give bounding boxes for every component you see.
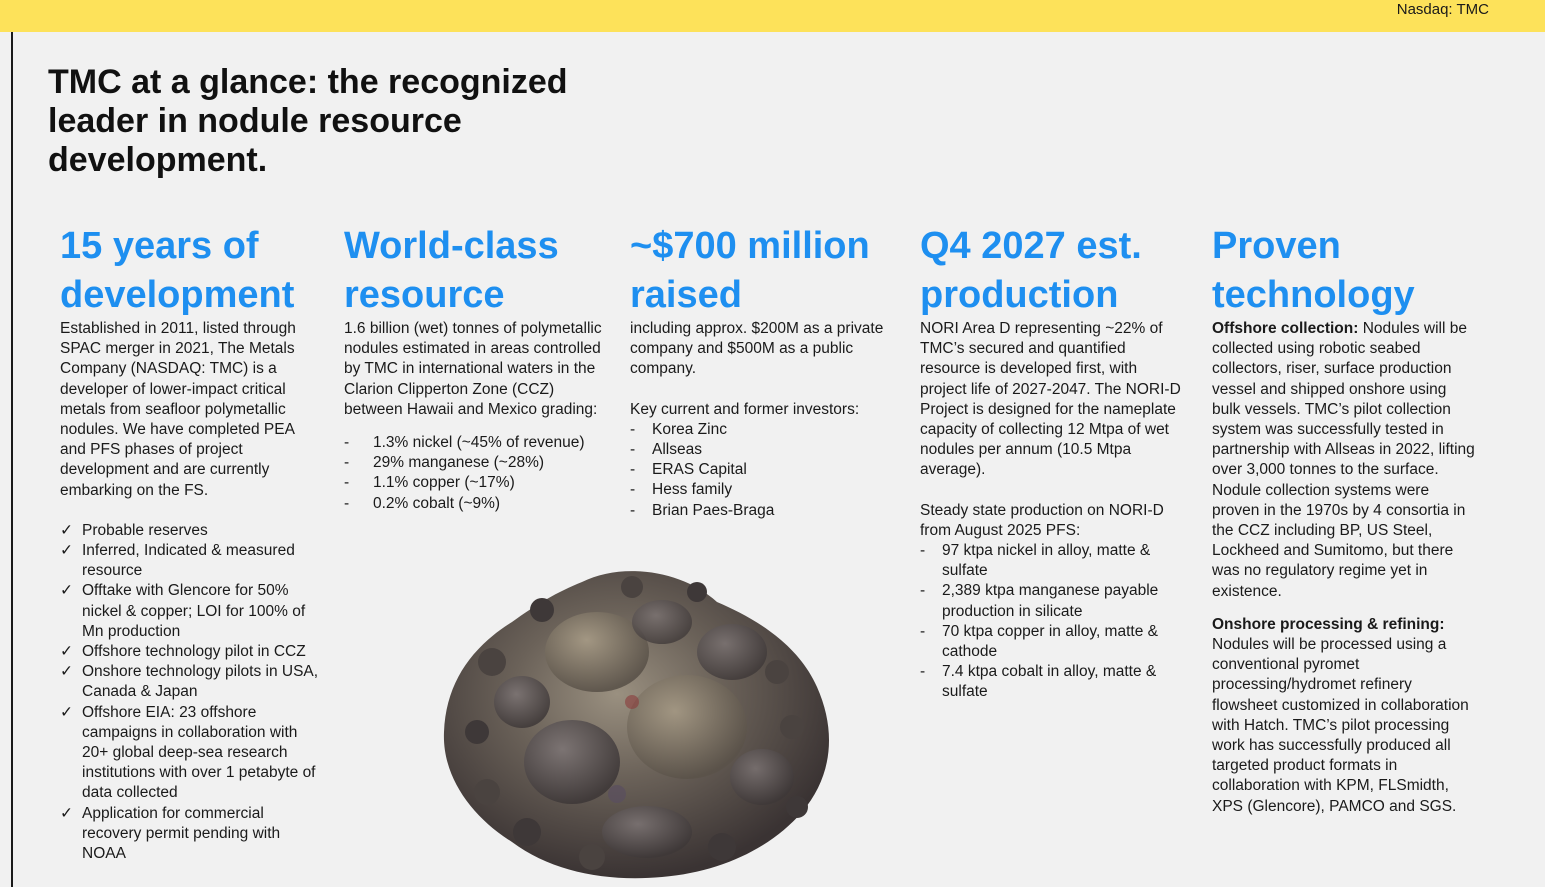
list-item: ✓ Offshore technology pilot in CCZ (60, 642, 322, 662)
list-item: - Korea Zinc (630, 420, 727, 438)
list-item: - Allseas (630, 441, 702, 459)
ticker-label: Nasdaq: TMC (1396, 1, 1489, 18)
check-icon: ✓ (60, 804, 73, 822)
offshore-label: Offshore collection: (1212, 320, 1359, 337)
check-icon: ✓ (60, 663, 73, 681)
list-item: - Hess family (630, 481, 733, 499)
heading-production: Q4 2027 est. production (920, 225, 1142, 316)
page-title: TMC at a glance: the recognized leader in nodule resource development. (48, 63, 568, 179)
output-list (920, 541, 1184, 703)
list-item: - 1.1% copper (~17%) (344, 474, 515, 492)
investor-list (630, 420, 892, 521)
list-item: ✓ Probable reserves (60, 521, 322, 541)
list-item: - 2,389 ktpa manganese payable production in silicate (920, 582, 1159, 620)
list-item: - ERAS Capital (630, 461, 747, 479)
check-icon: ✓ (60, 542, 73, 560)
list-item: ✓ Application for commercial recovery permit pending with NOAA (60, 804, 281, 863)
list-item: - 0.2% cobalt (~9%) (344, 494, 501, 512)
list-item: ✓ Offtake with Glencore for 50% nickel & copper; LOI for 100% of Mn production (60, 582, 306, 640)
offshore-paragraph (1212, 319, 1476, 602)
onshore-label: Onshore processing & refining: (1212, 615, 1445, 633)
development-text: Established in 2011, listed through SPAC merger in 2021, The Metals Company (NASDAQ: TMC) is a developer of lower-impact critical metals from seafloor polymetallic nodules. We have completed PEA and PFS phases of project development and are currently embarking on the FS. (60, 320, 296, 499)
list-item: - 70 ktpa copper in alloy, matte & cathode (920, 622, 1158, 661)
heading-technology: Proven technology (1212, 225, 1415, 316)
resource-text: 1.6 billion (wet) tonnes of polymetallic nodules estimated in areas controlled by TMC in international waters in the Clarion Clipperton Zone (CCZ) between Hawaii and Mexico grading: (344, 320, 602, 418)
list-item: - 97 ktpa nickel in alloy, matte & sulfate (920, 542, 1151, 580)
list-item: ✓ Offshore EIA: 23 offshore campaigns in collaboration with 20+ global deep-sea research institutions with over 1 petabyte of data collected (60, 703, 316, 802)
heading-development: 15 years of development (60, 225, 295, 316)
check-icon: ✓ (60, 521, 73, 539)
list-item: ✓ Onshore technology pilots in USA, Canada & Japan (60, 663, 319, 701)
header-bar (0, 0, 1545, 32)
production-text: NORI Area D representing ~22% of TMC’s secured and quantified resource is developed first, with project life of 2027-2047. The NORI-D Project is designed for the nameplate capacity of collecting 12 Mtpa of wet nodules per annum (10.5 Mtpa average). (920, 320, 1181, 479)
raised-text: including approx. $200M as a private company and $500M as a public company. (630, 320, 884, 378)
check-icon: ✓ (60, 703, 73, 721)
check-icon: ✓ (60, 643, 73, 661)
heading-resource: World-class resource (344, 225, 559, 316)
milestone-list (60, 521, 322, 864)
column-production (920, 222, 1184, 703)
left-rule (11, 32, 13, 887)
steady-state-label: Steady state production on NORI-D from August 2025 PFS: (920, 501, 1164, 539)
list-item: - 29% manganese (~28%) (344, 454, 545, 472)
list-item: - 7.4 ktpa cobalt in alloy, matte & sulfate (920, 663, 1157, 701)
column-technology (1212, 222, 1476, 817)
column-development (60, 222, 322, 864)
onshore-text: Nodules will be processed using a conventional pyromet processing/hydromet refinery flowsheet customized in collaboration with Hatch. TMC’s pilot processing work has successfully produced all targeted product formats in collaboration with KPM, FLSmidth, XPS (Glencore), PAMCO and SGS. (1212, 636, 1469, 815)
grade-list (344, 433, 606, 514)
check-icon: ✓ (60, 582, 73, 600)
heading-raised: ~$700 million raised (630, 225, 870, 316)
list-item: - Brian Paes-Braga (630, 501, 775, 519)
column-resource (344, 222, 606, 514)
column-raised (630, 222, 892, 521)
investors-label: Key current and former investors: (630, 400, 860, 418)
offshore-text: Nodules will be collected using robotic seabed collectors, riser, surface production vessel and shipped onshore using bulk vessels. TMC’s pilot collection system was successfully tested in partnership with Allseas in 2022, lifting over 3,000 tonnes to the surface. Nodule collection systems were proven in the 1970s by 4 consortia in the CCZ including BP, US Steel, Lockheed and Sumitomo, but there was no regulatory regime yet in existence. (1212, 320, 1475, 600)
list-item: ✓ Inferred, Indicated & measured resource (60, 542, 295, 580)
list-item: - 1.3% nickel (~45% of revenue) (344, 434, 585, 452)
nodule-photo (432, 562, 840, 882)
